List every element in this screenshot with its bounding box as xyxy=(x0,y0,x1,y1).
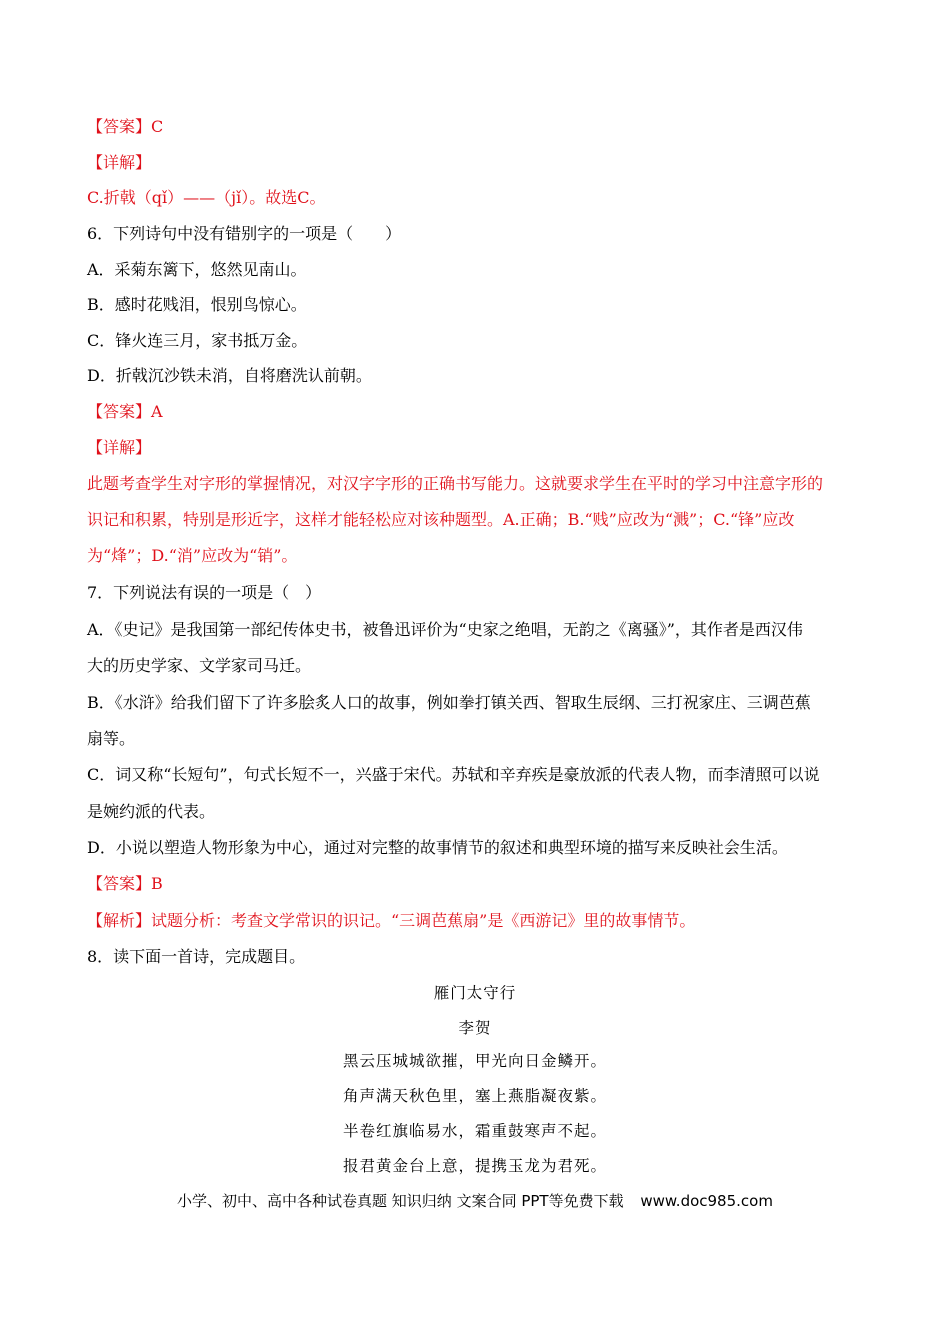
option-a: A．采菊东篱下，悠然见南山。 xyxy=(87,260,307,279)
analysis-text: 【解析】试题分析：考查文学常识的识记。“三调芭蕉扇”是《西游记》里的故事情节。 xyxy=(87,911,696,930)
option-b: B．《水浒》给我们留下了许多脍炙人口的故事，例如拳打镇关西、智取生辰纲、三打祝家庄、三调芭蕉 xyxy=(87,693,811,712)
option-c: C．锋火连三月，家书抵万金。 xyxy=(87,331,308,350)
explanation-text: 为“烽”；D.“消”应改为“销”。 xyxy=(87,546,298,565)
option-c: C．词又称“长短句”，句式长短不一，兴盛于宋代。苏轼和辛弃疾是豪放派的代表人物，而李清照可以说 xyxy=(87,765,820,784)
answer-label: 【答案】C xyxy=(87,117,164,136)
answer-label: 【答案】B xyxy=(87,874,163,893)
explanation-text: 识记和积累，特别是形近字，这样才能轻松应对该种题型。A.正确；B.“贱”应改为“溅”；C.“锋”应改 xyxy=(87,510,795,529)
question-7: 7．下列说法有误的一项是（ ） xyxy=(87,583,322,602)
poem-verse: 黑云压城城欲摧，甲光向日金鳞开。 xyxy=(342,1052,607,1070)
option-b: B．感时花贱泪，恨别鸟惊心。 xyxy=(87,295,307,314)
footer-text: 小学、初中、高中各种试卷真题 知识归纳 文案合同 PPT等免费下载 xyxy=(177,1192,624,1210)
page-footer xyxy=(0,1190,950,1211)
answer-label: 【答案】A xyxy=(87,402,163,421)
poem-verse: 半卷红旗临易水，霜重鼓寒声不起。 xyxy=(342,1122,607,1140)
poem-verse: 角声满天秋色里，塞上燕脂凝夜紫。 xyxy=(342,1087,607,1105)
option-a-cont: 大的历史学家、文学家司马迁。 xyxy=(87,656,312,675)
explanation-text: 此题考查学生对字形的掌握情况，对汉字字形的正确书写能力。这就要求学生在平时的学习中注意字形的 xyxy=(87,474,824,493)
poem-author: 李贺 xyxy=(458,1019,492,1037)
question-6: 6．下列诗句中没有错别字的一项是（ ） xyxy=(87,224,402,243)
option-a: A．《史记》是我国第一部纪传体史书，被鲁迅评价为“史家之绝唱，无韵之《离骚》”，其作者是西汉伟 xyxy=(87,620,803,639)
poem-verse: 报君黄金台上意，提携玉龙为君死。 xyxy=(342,1157,607,1175)
explanation-label: 【详解】 xyxy=(87,438,152,457)
poem-title: 雁门太守行 xyxy=(433,984,517,1002)
option-d: D．折戟沉沙铁未消，自将磨洗认前朝。 xyxy=(87,366,372,385)
question-8: 8．读下面一首诗，完成题目。 xyxy=(87,947,306,966)
option-d: D．小说以塑造人物形象为中心，通过对完整的故事情节的叙述和典型环境的描写来反映社会生活。 xyxy=(87,838,788,857)
option-b-cont: 扇等。 xyxy=(87,729,136,748)
explanation-label: 【详解】 xyxy=(87,153,152,172)
footer-url[interactable]: www.doc985.com xyxy=(640,1192,773,1210)
option-c-cont: 是婉约派的代表。 xyxy=(87,802,216,821)
explanation-text: C.折戟（qǐ）——（jǐ）。故选C。 xyxy=(87,188,326,207)
